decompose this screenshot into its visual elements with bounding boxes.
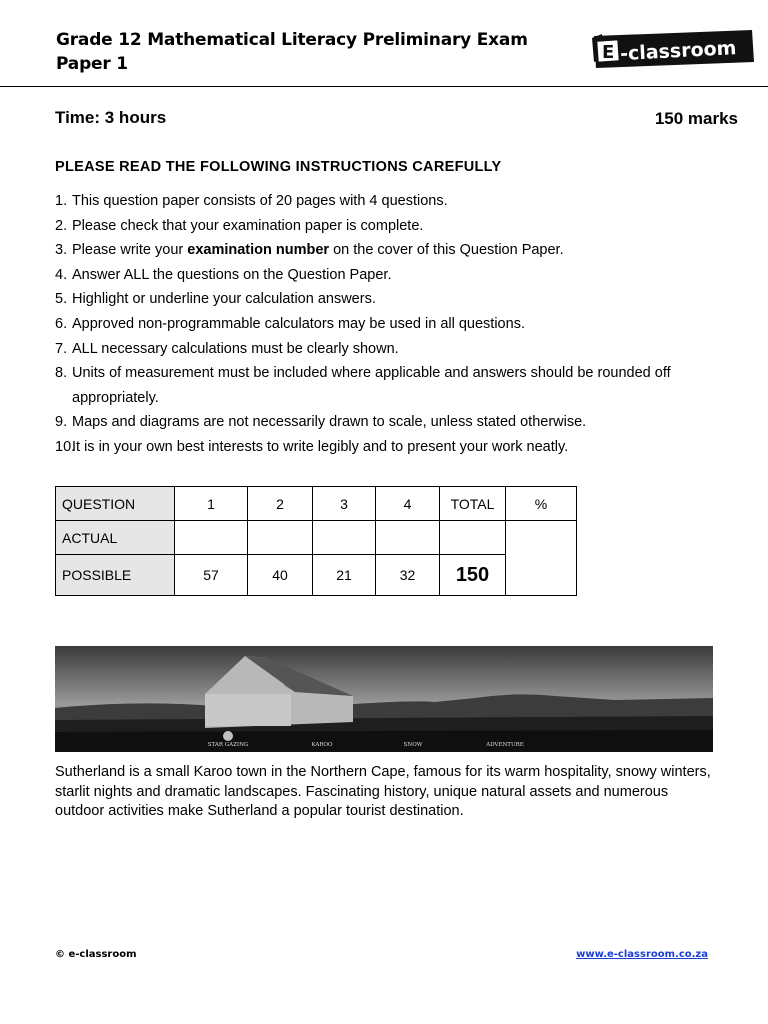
- instruction-number: 4.: [55, 266, 68, 283]
- possible-cell: 21: [313, 555, 376, 596]
- instruction-text: Maps and diagrams are not necessarily drawn to scale, unless stated otherwise.: [72, 414, 587, 431]
- instruction-item: [55, 410, 705, 435]
- instruction-item: [55, 361, 705, 386]
- exam-title: [56, 28, 528, 76]
- website-link[interactable]: www.e-classroom.co.za: [576, 949, 708, 960]
- instruction-number: 6.: [55, 315, 68, 332]
- instruction-number: 7.: [55, 340, 68, 357]
- instruction-number: 10.: [55, 438, 76, 455]
- instruction-text: [72, 238, 564, 263]
- instruction-text-bold: examination number: [187, 242, 330, 259]
- instruction-number: 3.: [55, 242, 68, 259]
- instruction-number: 5.: [55, 291, 68, 308]
- title-line-2: Paper 1: [56, 54, 128, 74]
- table-header-cell: 4: [376, 487, 440, 521]
- exam-total-marks: 150 marks: [654, 109, 738, 128]
- table-row: [56, 487, 577, 521]
- instructions-list: [55, 189, 705, 460]
- svg-text:-classroom: -classroom: [619, 37, 737, 66]
- actual-cell-q4[interactable]: [376, 521, 440, 555]
- instruction-text-post: on the cover of this Question Paper.: [329, 242, 564, 259]
- possible-cell: 57: [175, 555, 248, 596]
- instruction-item: [55, 337, 705, 362]
- instruction-item: [55, 287, 705, 312]
- instruction-item: [55, 312, 705, 337]
- instruction-text: Answer ALL the questions on the Question Paper.: [72, 266, 392, 283]
- instruction-text: It is in your own best interests to write legibly and to present your work neatly.: [72, 438, 569, 455]
- instruction-text: appropriately.: [72, 389, 159, 406]
- instruction-item: [55, 189, 705, 214]
- instruction-item: [55, 263, 705, 288]
- instruction-text: Units of measurement must be included where applicable and answers should be rounded off: [72, 365, 671, 382]
- table-header-cell: TOTAL: [440, 487, 506, 521]
- table-header-cell: %: [506, 487, 577, 521]
- possible-cell: 40: [248, 555, 313, 596]
- exam-time: Time: 3 hours: [55, 108, 167, 127]
- table-row: [56, 555, 577, 596]
- instruction-number: 9.: [55, 414, 68, 431]
- instruction-text-pre: Please write your: [72, 242, 188, 259]
- title-line-1: Grade 12 Mathematical Literacy Preliminary Exam: [56, 30, 528, 50]
- banner-label-karoo: KAROO: [311, 742, 333, 748]
- instruction-text: Please check that your examination paper is complete.: [72, 217, 424, 234]
- instruction-number: 2.: [55, 217, 68, 234]
- copyright-footer: © e-classroom: [55, 949, 137, 960]
- instruction-text: This question paper consists of 20 pages with 4 questions.: [72, 193, 448, 209]
- instruction-item: [55, 238, 705, 263]
- table-row-label: POSSIBLE: [56, 555, 175, 596]
- table-row-label: ACTUAL: [56, 521, 175, 555]
- table-header-cell: 1: [175, 487, 248, 521]
- svg-text:E: E: [602, 42, 615, 63]
- instruction-text: Highlight or underline your calculation answers.: [72, 291, 376, 308]
- banner-label-adventure: ADVENTURE: [486, 742, 524, 748]
- table-header-cell: QUESTION: [56, 487, 175, 521]
- table-header-cell: 3: [313, 487, 376, 521]
- actual-cell-total[interactable]: [440, 521, 506, 555]
- actual-cell-q2[interactable]: [248, 521, 313, 555]
- percent-cell[interactable]: [506, 521, 577, 596]
- actual-cell-q3[interactable]: [313, 521, 376, 555]
- sutherland-description: Sutherland is a small Karoo town in the Northern Cape, famous for its warm hospitality, snowy winters, starlit nights and dramatic landscapes. Fascinating history, unique natural assets and numerous outdoor activities make Sutherland a popular tourist destination.: [55, 764, 711, 819]
- possible-cell: 32: [376, 555, 440, 596]
- instruction-text: ALL necessary calculations must be clearly shown.: [72, 340, 399, 357]
- banner-label-stargazing: STAR GAZING: [207, 742, 249, 748]
- page-header: [0, 0, 768, 87]
- instructions-heading: PLEASE READ THE FOLLOWING INSTRUCTIONS CAREFULLY: [55, 159, 502, 175]
- sutherland-banner-image: [55, 646, 713, 752]
- marks-table: [55, 486, 577, 596]
- instruction-item-continuation: [55, 386, 705, 411]
- instruction-item: [55, 214, 705, 239]
- instruction-number: 1.: [55, 193, 68, 209]
- e-classroom-logo: [590, 28, 756, 70]
- instruction-item: [55, 435, 705, 460]
- table-header-cell: 2: [248, 487, 313, 521]
- possible-total: 150: [440, 555, 506, 596]
- table-row: [56, 521, 577, 555]
- instruction-text: Approved non-programmable calculators may be used in all questions.: [72, 315, 525, 332]
- banner-label-snow: SNOW: [403, 742, 423, 748]
- instruction-number: 8.: [55, 365, 68, 382]
- actual-cell-q1[interactable]: [175, 521, 248, 555]
